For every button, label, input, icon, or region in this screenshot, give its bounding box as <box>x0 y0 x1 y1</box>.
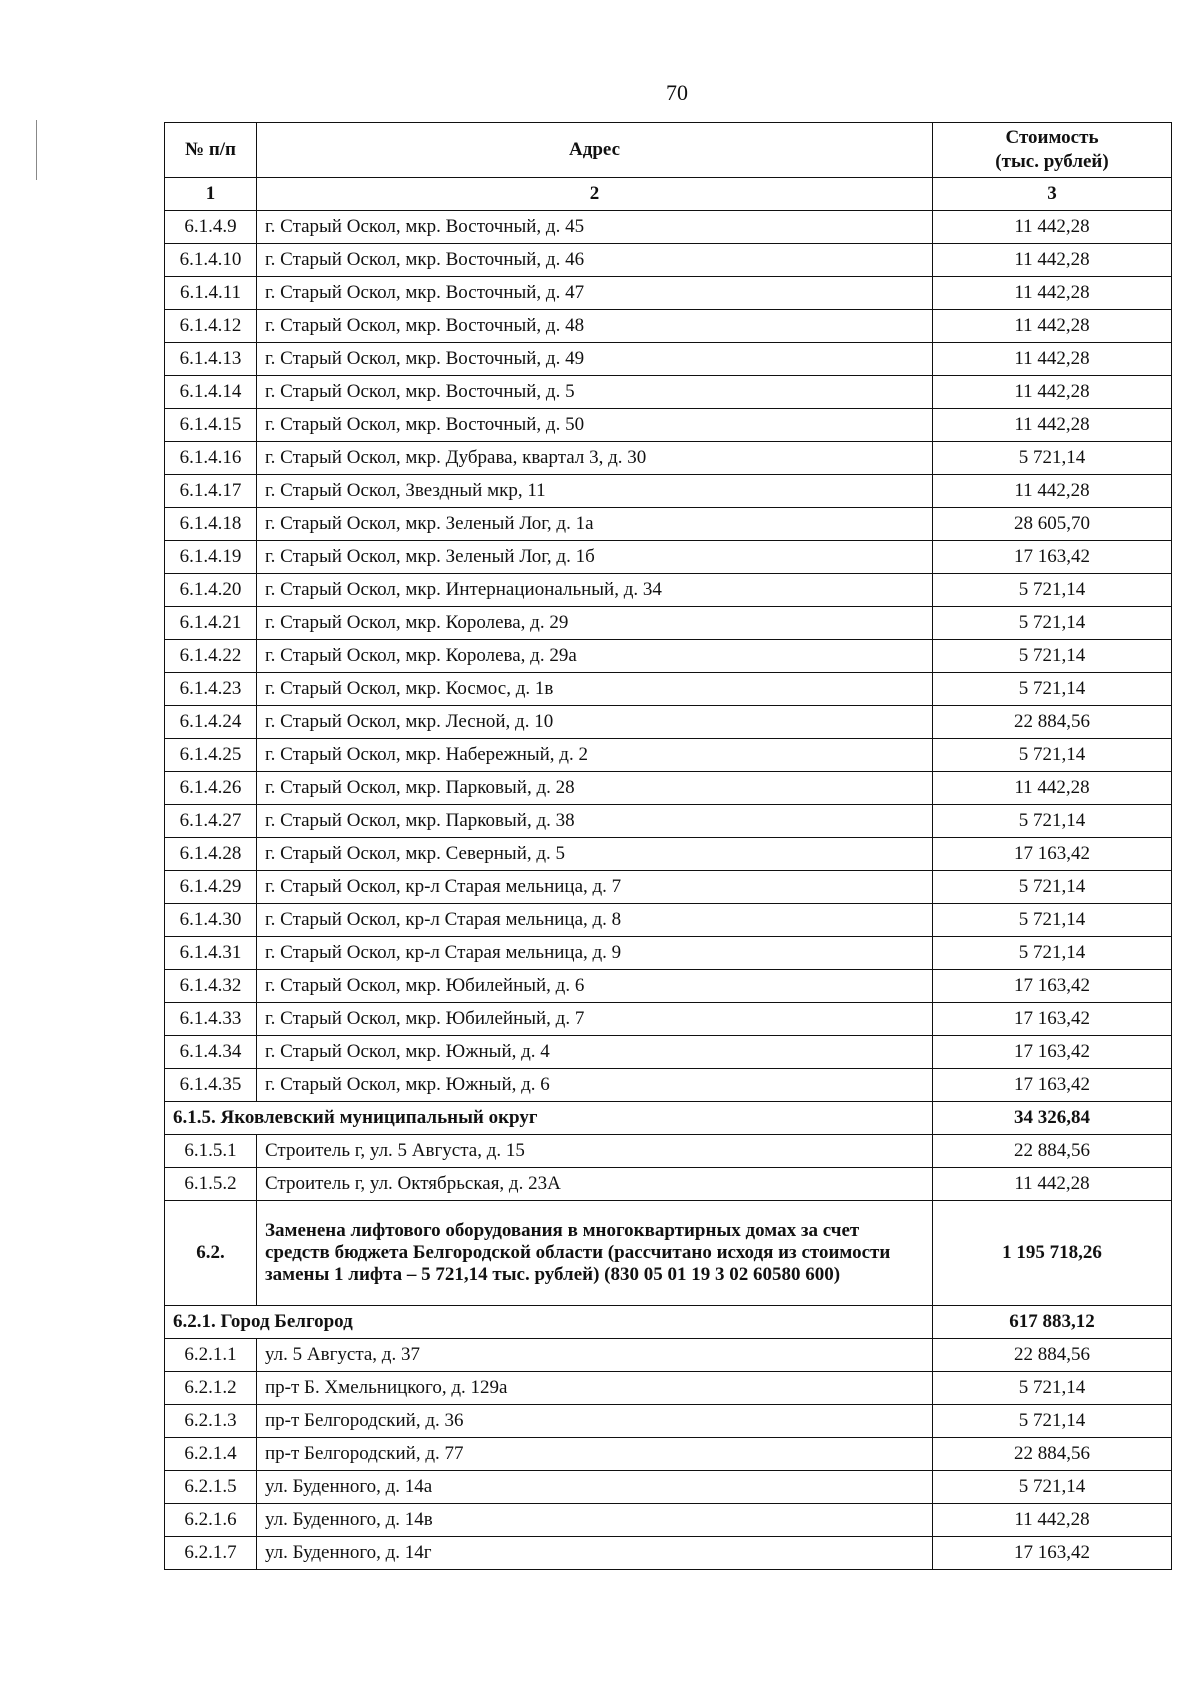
column-number-3: 3 <box>933 178 1172 211</box>
row-number: 6.1.4.9 <box>165 211 257 244</box>
row-number: 6.2.1.1 <box>165 1339 257 1372</box>
row-number: 6.1.4.33 <box>165 1003 257 1036</box>
row-number: 6.1.4.34 <box>165 1036 257 1069</box>
page-number: 70 <box>666 80 688 105</box>
row-cost: 11 442,28 <box>933 772 1172 805</box>
row-address: г. Старый Оскол, мкр. Парковый, д. 38 <box>257 805 933 838</box>
row-number: 6.1.4.11 <box>165 277 257 310</box>
row-cost: 11 442,28 <box>933 475 1172 508</box>
row-number: 6.1.4.20 <box>165 574 257 607</box>
row-number: 6.1.4.31 <box>165 937 257 970</box>
row-address: г. Старый Оскол, мкр. Восточный, д. 5 <box>257 376 933 409</box>
row-cost: 17 163,42 <box>933 1069 1172 1102</box>
table-row <box>165 1339 1172 1372</box>
row-cost: 17 163,42 <box>933 838 1172 871</box>
row-address: г. Старый Оскол, мкр. Космос, д. 1в <box>257 673 933 706</box>
row-address: г. Старый Оскол, мкр. Королева, д. 29а <box>257 640 933 673</box>
row-number: 6.1.4.21 <box>165 607 257 640</box>
table-row <box>165 904 1172 937</box>
row-cost: 5 721,14 <box>933 937 1172 970</box>
row-address: пр-т Б. Хмельницкого, д. 129а <box>257 1372 933 1405</box>
table-row <box>165 409 1172 442</box>
table-row <box>165 1438 1172 1471</box>
table-row <box>165 1168 1172 1201</box>
row-address: г. Старый Оскол, мкр. Зеленый Лог, д. 1б <box>257 541 933 574</box>
row-cost: 11 442,28 <box>933 343 1172 376</box>
row-address: г. Старый Оскол, мкр. Восточный, д. 49 <box>257 343 933 376</box>
table-row <box>165 838 1172 871</box>
row-number: 6.1.4.27 <box>165 805 257 838</box>
table-row <box>165 1036 1172 1069</box>
table-row <box>165 541 1172 574</box>
row-address: г. Старый Оскол, мкр. Дубрава, квартал 3, д. 30 <box>257 442 933 475</box>
row-number: 6.1.4.18 <box>165 508 257 541</box>
row-cost: 11 442,28 <box>933 310 1172 343</box>
row-number: 6.1.4.10 <box>165 244 257 277</box>
row-cost: 22 884,56 <box>933 1135 1172 1168</box>
row-address: г. Старый Оскол, кр-л Старая мельница, д. 9 <box>257 937 933 970</box>
row-number: 6.2.1.4 <box>165 1438 257 1471</box>
table-row <box>165 1504 1172 1537</box>
row-address: г. Старый Оскол, мкр. Лесной, д. 10 <box>257 706 933 739</box>
section-belgorod-cost: 617 883,12 <box>933 1306 1172 1339</box>
row-number: 6.1.4.14 <box>165 376 257 409</box>
section-6-2-row <box>165 1201 1172 1306</box>
row-address: г. Старый Оскол, мкр. Северный, д. 5 <box>257 838 933 871</box>
section-6-2-number: 6.2. <box>165 1201 257 1306</box>
row-number: 6.2.1.3 <box>165 1405 257 1438</box>
row-number: 6.1.4.35 <box>165 1069 257 1102</box>
row-cost: 5 721,14 <box>933 904 1172 937</box>
column-number-1: 1 <box>165 178 257 211</box>
row-number: 6.2.1.7 <box>165 1537 257 1570</box>
row-address: г. Старый Оскол, мкр. Восточный, д. 46 <box>257 244 933 277</box>
row-number: 6.1.4.25 <box>165 739 257 772</box>
row-address: г. Старый Оскол, мкр. Восточный, д. 45 <box>257 211 933 244</box>
row-number: 6.1.4.19 <box>165 541 257 574</box>
row-address: г. Старый Оскол, мкр. Южный, д. 6 <box>257 1069 933 1102</box>
table-row <box>165 1405 1172 1438</box>
row-number: 6.2.1.6 <box>165 1504 257 1537</box>
row-address: ул. Буденного, д. 14г <box>257 1537 933 1570</box>
column-number-2: 2 <box>257 178 933 211</box>
row-cost: 11 442,28 <box>933 409 1172 442</box>
row-address: пр-т Белгородский, д. 36 <box>257 1405 933 1438</box>
row-cost: 11 442,28 <box>933 376 1172 409</box>
header-num: № п/п <box>165 123 257 178</box>
table-row <box>165 244 1172 277</box>
cost-table <box>164 122 1172 1570</box>
table-row <box>165 739 1172 772</box>
row-address: г. Старый Оскол, мкр. Интернациональный, д. 34 <box>257 574 933 607</box>
row-cost: 11 442,28 <box>933 244 1172 277</box>
section-6-2-cost: 1 195 718,26 <box>933 1201 1172 1306</box>
table-row <box>165 574 1172 607</box>
row-cost: 5 721,14 <box>933 640 1172 673</box>
row-address: Строитель г, ул. 5 Августа, д. 15 <box>257 1135 933 1168</box>
row-number: 6.1.4.24 <box>165 706 257 739</box>
header-address: Адрес <box>257 123 933 178</box>
column-number-row <box>165 178 1172 211</box>
row-address: г. Старый Оскол, мкр. Восточный, д. 48 <box>257 310 933 343</box>
header-row <box>165 123 1172 178</box>
row-cost: 17 163,42 <box>933 970 1172 1003</box>
table-row <box>165 772 1172 805</box>
row-number: 6.1.5.1 <box>165 1135 257 1168</box>
row-number: 6.1.4.15 <box>165 409 257 442</box>
row-number: 6.2.1.2 <box>165 1372 257 1405</box>
row-address: г. Старый Оскол, мкр. Набережный, д. 2 <box>257 739 933 772</box>
scan-edge-mark <box>36 120 37 180</box>
table-row <box>165 673 1172 706</box>
table-row <box>165 640 1172 673</box>
row-cost: 5 721,14 <box>933 1471 1172 1504</box>
table-row <box>165 211 1172 244</box>
section-yakovlevsky-cost: 34 326,84 <box>933 1102 1172 1135</box>
row-cost: 5 721,14 <box>933 574 1172 607</box>
section-yakovlevsky <box>165 1102 1172 1135</box>
section-6-2-text: Заменена лифтового оборудования в многоквартирных домах за счет средств бюджета Белгородской области (рассчитано исходя из стоимости замены 1 лифта – 5 721,14 тыс. рублей) (830 05 01 19 3 02 60580 600) <box>257 1201 933 1306</box>
row-number: 6.1.4.13 <box>165 343 257 376</box>
row-address: г. Старый Оскол, мкр. Восточный, д. 50 <box>257 409 933 442</box>
table-row <box>165 1135 1172 1168</box>
row-number: 6.1.4.30 <box>165 904 257 937</box>
row-number: 6.1.4.29 <box>165 871 257 904</box>
row-cost: 17 163,42 <box>933 1036 1172 1069</box>
row-address: ул. Буденного, д. 14а <box>257 1471 933 1504</box>
table-row <box>165 1372 1172 1405</box>
section-yakovlevsky-title: 6.1.5. Яковлевский муниципальный округ <box>165 1102 933 1135</box>
row-number: 6.1.4.32 <box>165 970 257 1003</box>
row-cost: 17 163,42 <box>933 1537 1172 1570</box>
row-address: г. Старый Оскол, Звездный мкр, 11 <box>257 475 933 508</box>
table-row <box>165 871 1172 904</box>
table-row <box>165 706 1172 739</box>
row-cost: 22 884,56 <box>933 1339 1172 1372</box>
row-number: 6.1.4.23 <box>165 673 257 706</box>
table-row <box>165 1537 1172 1570</box>
table-row <box>165 508 1172 541</box>
row-address: ул. Буденного, д. 14в <box>257 1504 933 1537</box>
table-row <box>165 1003 1172 1036</box>
row-address: г. Старый Оскол, мкр. Парковый, д. 28 <box>257 772 933 805</box>
table-row <box>165 1069 1172 1102</box>
row-cost: 5 721,14 <box>933 1372 1172 1405</box>
table-row <box>165 310 1172 343</box>
table-row <box>165 607 1172 640</box>
row-address: пр-т Белгородский, д. 77 <box>257 1438 933 1471</box>
row-cost: 11 442,28 <box>933 1504 1172 1537</box>
row-address: Строитель г, ул. Октябрьская, д. 23А <box>257 1168 933 1201</box>
row-cost: 17 163,42 <box>933 541 1172 574</box>
table-row <box>165 277 1172 310</box>
header-cost-line1: Стоимость <box>1005 127 1099 148</box>
row-number: 6.1.4.17 <box>165 475 257 508</box>
row-cost: 5 721,14 <box>933 607 1172 640</box>
table-row <box>165 376 1172 409</box>
row-address: г. Старый Оскол, мкр. Юбилейный, д. 7 <box>257 1003 933 1036</box>
table-row <box>165 805 1172 838</box>
row-cost: 28 605,70 <box>933 508 1172 541</box>
row-address: г. Старый Оскол, мкр. Королева, д. 29 <box>257 607 933 640</box>
row-number: 6.1.4.28 <box>165 838 257 871</box>
row-cost: 5 721,14 <box>933 805 1172 838</box>
table-row <box>165 970 1172 1003</box>
row-address: г. Старый Оскол, мкр. Зеленый Лог, д. 1а <box>257 508 933 541</box>
row-cost: 5 721,14 <box>933 1405 1172 1438</box>
row-address: г. Старый Оскол, мкр. Восточный, д. 47 <box>257 277 933 310</box>
row-address: г. Старый Оскол, кр-л Старая мельница, д. 8 <box>257 904 933 937</box>
section-belgorod <box>165 1306 1172 1339</box>
row-cost: 5 721,14 <box>933 673 1172 706</box>
row-address: ул. 5 Августа, д. 37 <box>257 1339 933 1372</box>
row-cost: 5 721,14 <box>933 739 1172 772</box>
section-belgorod-title: 6.2.1. Город Белгород <box>165 1306 933 1339</box>
row-number: 6.1.4.12 <box>165 310 257 343</box>
row-cost: 11 442,28 <box>933 277 1172 310</box>
row-cost: 22 884,56 <box>933 706 1172 739</box>
row-address: г. Старый Оскол, кр-л Старая мельница, д. 7 <box>257 871 933 904</box>
row-number: 6.1.4.22 <box>165 640 257 673</box>
row-cost: 17 163,42 <box>933 1003 1172 1036</box>
row-cost: 5 721,14 <box>933 871 1172 904</box>
row-address: г. Старый Оскол, мкр. Юбилейный, д. 6 <box>257 970 933 1003</box>
table-row <box>165 1471 1172 1504</box>
row-number: 6.1.5.2 <box>165 1168 257 1201</box>
table-row <box>165 475 1172 508</box>
table-row <box>165 442 1172 475</box>
row-cost: 11 442,28 <box>933 1168 1172 1201</box>
table-row <box>165 937 1172 970</box>
row-cost: 22 884,56 <box>933 1438 1172 1471</box>
header-cost-line2: (тыс. рублей) <box>995 151 1109 172</box>
row-number: 6.1.4.26 <box>165 772 257 805</box>
row-cost: 11 442,28 <box>933 211 1172 244</box>
header-cost <box>933 123 1172 178</box>
table-row <box>165 343 1172 376</box>
row-number: 6.1.4.16 <box>165 442 257 475</box>
row-number: 6.2.1.5 <box>165 1471 257 1504</box>
row-cost: 5 721,14 <box>933 442 1172 475</box>
row-address: г. Старый Оскол, мкр. Южный, д. 4 <box>257 1036 933 1069</box>
